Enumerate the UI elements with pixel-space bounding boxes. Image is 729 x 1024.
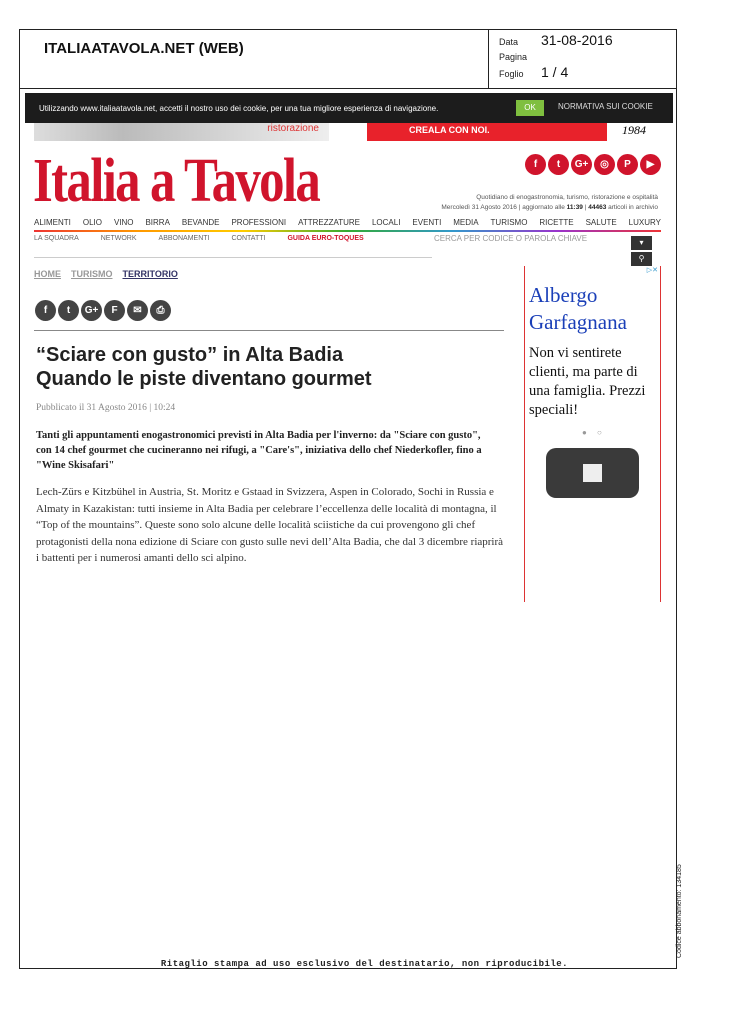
youtube-icon[interactable]: ▶ [640,154,661,175]
share-facebook-icon[interactable]: f [35,300,56,321]
data-value: 31-08-2016 [541,32,613,48]
data-label: Data [499,37,519,47]
share-twitter-icon[interactable]: t [58,300,79,321]
nav-item-attrezzature[interactable]: ATTREZZATURE [298,218,361,227]
article-title [36,343,506,391]
ad-pagination[interactable]: ● ○ [582,428,606,437]
nav-item-turismo[interactable]: TURISMO [490,218,528,227]
cookie-text: Utilizzando www.italiaatavola.net, accetti il nostro uso dei cookie, per una tua migliore esperienza di navigazione. [39,103,439,113]
clipping-header [19,29,677,89]
banner-left-text: ristorazione [267,123,319,134]
update-sep: | [582,204,589,211]
adchoices-icon[interactable]: ▷✕ [646,267,658,274]
main-nav [34,215,661,232]
update-info [441,203,658,213]
instagram-icon[interactable]: ◎ [594,154,615,175]
foglio-value: 1 / 4 [541,64,569,80]
update-date: Mercoledì 31 Agosto 2016 | aggiornato alle [441,204,567,211]
subnav-la-squadra[interactable]: LA SQUADRA [34,235,79,242]
social-icons [525,154,661,175]
publish-date: Pubblicato il 31 Agosto 2016 | 10:24 [36,403,176,413]
subscription-code: Codice abbonamento: 134185 [676,864,683,958]
share-icons [35,300,171,321]
cookie-bar [25,93,673,123]
cookie-policy-link[interactable]: NORMATIVA SUI COOKIE [558,102,653,111]
breadcrumb-turismo[interactable]: TURISMO [71,269,113,279]
articles-count: 44463 [588,204,607,211]
nav-item-locali[interactable]: LOCALI [371,218,401,227]
breadcrumb-territorio[interactable]: TERRITORIO [122,269,178,279]
article-lead: Tanti gli appuntamenti enogastronomici previsti in Alta Badia per l'inverno: da "Sciare con gusto", con 14 chef gourmet che cucineranno nei rifugi, a "Care's", iniziativa dello chef Niederkofler, fino a "Wine Skisafari" [36,430,482,471]
subnav-guida-euro-toques[interactable]: GUIDA EURO-TOQUES [287,235,364,242]
search-controls [631,236,652,268]
update-time: 11:39 [566,204,583,211]
ad-text: Non vi sentirete clienti, ma parte di una famiglia. Prezzi speciali! [529,345,646,418]
source-title: ITALIAATAVOLA.NET (WEB) [44,40,244,57]
article-body: Lech-Zürs e Kitzbühel in Austria, St. Moritz e Gstaad in Svizzera, Aspen in Colorado, Sochi in Russia e Almaty in Kazakistan: tutti insieme in Alta Badia per celebrare l’eccellenza delle località di montagna, il “Top of the mountains”. Queste sono solo alcune delle località sciistiche da cui provengono gli chef protagonisti della nona edizione di Sciare con gusto sulle nevi dell’Alta Badia, che dal 3 dicembre riaprirà i battenti per i numerosi amanti dello sci alpino. [36,486,504,564]
share-flipboard-icon[interactable]: F [104,300,125,321]
subnav-network[interactable]: NETWORK [100,235,137,242]
sidebar-ad[interactable] [524,266,661,602]
banner-right-text: CREALA CON NOI. [409,125,490,135]
chevron-down-icon[interactable]: ▾ [631,236,652,250]
title-line-2: Quando le piste diventano gourmet [36,368,372,390]
ad-button[interactable] [546,448,639,498]
pinterest-icon[interactable]: P [617,154,638,175]
nav-item-bevande[interactable]: BEVANDE [181,218,220,227]
print-icon[interactable]: ⎙ [150,300,171,321]
facebook-icon[interactable]: f [525,154,546,175]
nav-item-ricette[interactable]: RICETTE [539,218,574,227]
google-plus-icon[interactable]: G+ [571,154,592,175]
nav-item-olio[interactable]: OLIO [82,218,102,227]
title-line-1: “Sciare con gusto” in Alta Badia [36,344,344,366]
arrow-icon [583,464,602,482]
subnav-contatti[interactable]: CONTATTI [231,235,266,242]
nav-item-salute[interactable]: SALUTE [585,218,617,227]
footer-notice: Ritaglio stampa ad uso esclusivo del destinatario, non riproducibile. [160,959,569,969]
share-email-icon[interactable]: ✉ [127,300,148,321]
banner-year: 1984 [607,123,661,141]
nav-item-media[interactable]: MEDIA [453,218,479,227]
pagina-label: Pagina [499,52,528,62]
article-divider [34,330,504,331]
site-logo[interactable]: Italia a Tavola [33,147,320,215]
nav-item-eventi[interactable]: EVENTI [412,218,442,227]
search-input[interactable]: CERCA PER CODICE O PAROLA CHIAVE [434,234,588,243]
share-google-plus-icon[interactable]: G+ [81,300,102,321]
banner-left[interactable] [34,123,329,141]
breadcrumb [34,269,178,279]
cookie-ok-button[interactable]: OK [516,100,544,116]
twitter-icon[interactable]: t [548,154,569,175]
ad-title[interactable]: Albergo Garfagnana [529,283,627,334]
articles-suffix: articoli in archivio [606,204,658,211]
tagline-text: Quotidiano di enogastronomia, turismo, ristorazione e ospitalità [476,194,658,201]
nav-item-professioni[interactable]: PROFESSIONI [231,218,287,227]
site-tagline [441,193,658,213]
sub-nav [34,235,364,249]
subnav-abbonamenti[interactable]: ABBONAMENTI [158,235,210,242]
nav-item-vino[interactable]: VINO [113,218,134,227]
breadcrumb-home[interactable]: HOME [34,269,61,279]
banner-right[interactable] [367,123,661,141]
nav-item-alimenti[interactable]: ALIMENTI [34,218,71,227]
foglio-label: Foglio [499,69,524,79]
search-icon[interactable]: ⚲ [631,252,652,266]
clipping-meta [488,30,678,88]
subnav-divider [34,257,432,258]
nav-item-luxury[interactable]: LUXURY [628,218,661,227]
nav-item-birra[interactable]: BIRRA [145,218,170,227]
